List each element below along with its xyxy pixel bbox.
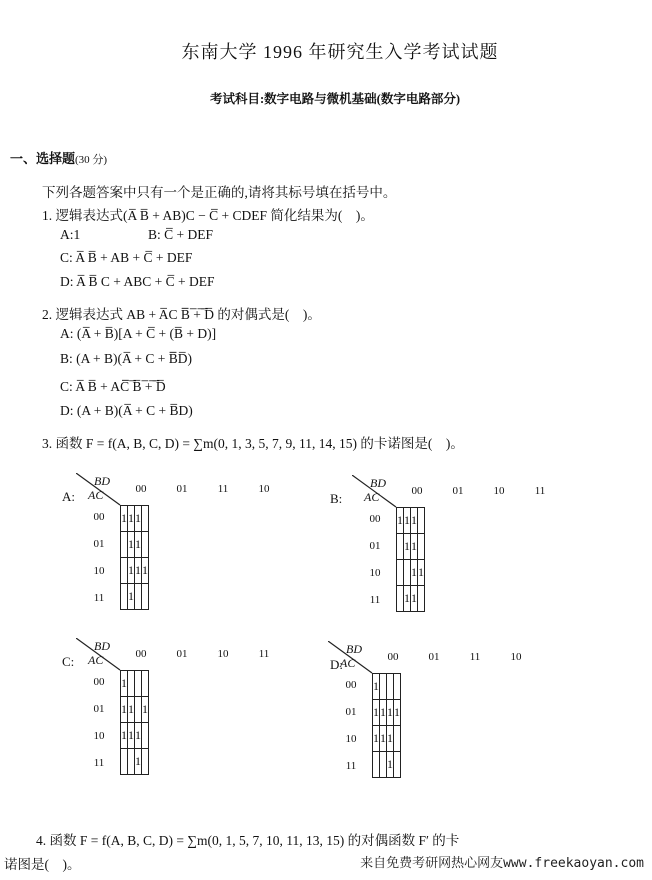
kmap-cell (397, 560, 404, 586)
column-header: 11 (469, 651, 481, 663)
section-points: (30 分) (75, 154, 108, 166)
q1-option-d: D: A̅ B̅ C + ABC + C̅ + DEF (60, 274, 215, 289)
row-header: 10 (93, 730, 105, 742)
kmap-cell: 1 (411, 508, 418, 534)
kmap-cell: 1 (387, 726, 394, 752)
q2-option-b: B: (A + B)(A̅ + C + B̅̅D̅) (60, 351, 192, 366)
column-header: 10 (493, 485, 505, 497)
kmap-cell (397, 586, 404, 612)
kmap-cell (121, 584, 128, 610)
kmap-cell (142, 723, 149, 749)
column-header: 11 (217, 483, 229, 495)
exam-title: 东南大学 1996 年研究生入学考试试题 (181, 42, 499, 62)
kmap-cell (142, 749, 149, 775)
kmap-row (121, 723, 149, 749)
kmap-cell (394, 752, 401, 778)
q2-stem: 2. 逻辑表达式 AB + A̅C B̅̅ ̅+̅ ̅D̅ 的对偶式是( )。 (42, 307, 321, 322)
kmap-cell: 1 (135, 723, 142, 749)
column-header: 11 (534, 485, 546, 497)
kmap-cell: 1 (128, 558, 135, 584)
q2-option-a: A: (A̅ + B̅)[A + C̅ + (B̅ + D)] (60, 326, 217, 341)
kmap-cell: 1 (135, 749, 142, 775)
kmap-cell (135, 584, 142, 610)
kmap-cell (397, 534, 404, 560)
row-header: 01 (93, 703, 105, 715)
kmap-cell: 1 (411, 586, 418, 612)
column-header: 00 (387, 651, 399, 663)
row-header: 11 (93, 592, 105, 604)
kmap-cell (394, 726, 401, 752)
kmap-cell: 1 (121, 506, 128, 532)
kmap-cell (387, 674, 394, 700)
kmap-cell (121, 749, 128, 775)
kmap-cell: 1 (397, 508, 404, 534)
kmap-row (373, 752, 401, 778)
kmap-cell (418, 586, 425, 612)
kmap-cell: 1 (373, 726, 380, 752)
q4-stem: 4. 函数 F = f(A, B, C, D) = ∑m(0, 1, 5, 7, 10, 11, 13, 15) 的对偶函数 F′ 的卡 (36, 833, 460, 848)
column-header: 10 (217, 648, 229, 660)
kmap-cell: 1 (135, 532, 142, 558)
option-label: B: (330, 491, 343, 506)
row-header: 00 (93, 511, 105, 523)
row-header: 10 (369, 567, 381, 579)
section-title: 一、选择题 (10, 151, 76, 166)
kmap-row (121, 697, 149, 723)
kmap-row (121, 532, 149, 558)
row-header: 00 (369, 513, 381, 525)
kmap-cell: 1 (380, 700, 387, 726)
kmap-cell: 1 (373, 674, 380, 700)
kmap-cell: 1 (418, 560, 425, 586)
row-variables: AC (364, 490, 380, 504)
kmap-row (373, 700, 401, 726)
kmap-cell: 1 (128, 723, 135, 749)
kmap-cell: 1 (121, 723, 128, 749)
column-header: 00 (411, 485, 423, 497)
kmap-row (121, 584, 149, 610)
kmap-cell: 1 (135, 558, 142, 584)
kmap-grid (372, 673, 401, 778)
kmap-row (397, 560, 425, 586)
q1-option-b: B: C̅ + DEF (148, 227, 214, 242)
kmap-cell (142, 584, 149, 610)
kmap-cell (121, 558, 128, 584)
column-variables: BD (94, 474, 110, 488)
row-header: 10 (345, 733, 357, 745)
row-header: 11 (369, 594, 381, 606)
row-header: 01 (93, 538, 105, 550)
row-header: 01 (369, 540, 381, 552)
watermark: 来自免费考研网热心网友www.freekaoyan.com (360, 856, 644, 871)
kmap-cell: 1 (387, 752, 394, 778)
instructions: 下列各题答案中只有一个是正确的,请将其标号填在括号中。 (42, 185, 397, 200)
kmap-row (121, 506, 149, 532)
kmap-cell: 1 (411, 534, 418, 560)
kmap-row (373, 674, 401, 700)
kmap-cell (142, 506, 149, 532)
kmap-cell (394, 674, 401, 700)
option-label: D: (330, 657, 343, 672)
column-header: 00 (135, 648, 147, 660)
kmap-cell (404, 560, 411, 586)
kmap-row (121, 671, 149, 697)
kmap-cell: 1 (373, 700, 380, 726)
q1-stem: 1. 逻辑表达式(A̅ B̅ + AB)C − C̅ + CDEF 简化结果为( )。 (42, 208, 374, 223)
column-variables: BD (346, 642, 362, 656)
column-header: 10 (258, 483, 270, 495)
q1-option-c: C: A̅ B̅ + AB + C̅ + DEF (60, 250, 193, 265)
column-header: 01 (428, 651, 440, 663)
q3-stem: 3. 函数 F = f(A, B, C, D) = ∑m(0, 1, 3, 5, 7, 9, 11, 14, 15) 的卡诺图是( )。 (42, 436, 464, 451)
kmap-cell (128, 749, 135, 775)
q1-option-a: A:1 (60, 227, 81, 242)
kmap-cell (418, 508, 425, 534)
kmap-grid (120, 505, 149, 610)
column-header: 10 (510, 651, 522, 663)
kmap-cell: 1 (394, 700, 401, 726)
kmap-cell: 1 (128, 584, 135, 610)
kmap-cell: 1 (380, 726, 387, 752)
column-variables: BD (370, 476, 386, 490)
kmap-grid (396, 507, 425, 612)
kmap-row (397, 586, 425, 612)
exam-subject: 考试科目:数字电路与微机基础(数字电路部分) (210, 92, 460, 106)
row-header: 01 (345, 706, 357, 718)
kmap-cell: 1 (142, 558, 149, 584)
column-header: 01 (176, 483, 188, 495)
kmap-cell: 1 (135, 506, 142, 532)
kmap-cell (418, 534, 425, 560)
column-header: 01 (452, 485, 464, 497)
kmap-grid (120, 670, 149, 775)
column-variables: BD (94, 639, 110, 653)
kmap-cell (135, 671, 142, 697)
kmap-row (373, 726, 401, 752)
kmap-cell (380, 674, 387, 700)
row-header: 00 (93, 676, 105, 688)
kmap-cell: 1 (128, 532, 135, 558)
q4-stem-continued: 诺图是( )。 (4, 857, 81, 872)
kmap-cell (135, 697, 142, 723)
kmap-cell (142, 671, 149, 697)
column-header: 01 (176, 648, 188, 660)
kmap-cell: 1 (142, 697, 149, 723)
row-header: 10 (93, 565, 105, 577)
row-variables: AC (340, 656, 356, 670)
kmap-cell: 1 (387, 700, 394, 726)
q2-option-c: C: A̅ B̅ + AC̅̅ ̅B̅ ̅+̅ ̅D̅ (60, 379, 166, 394)
kmap-cell: 1 (121, 671, 128, 697)
kmap-cell (128, 671, 135, 697)
kmap-cell: 1 (121, 697, 128, 723)
option-label: A: (62, 489, 75, 504)
row-variables: AC (88, 488, 104, 502)
row-header: 11 (93, 757, 105, 769)
kmap-cell: 1 (404, 508, 411, 534)
kmap-row (397, 534, 425, 560)
kmap-cell (121, 532, 128, 558)
section-heading (10, 148, 107, 167)
kmap-cell: 1 (404, 586, 411, 612)
kmap-row (397, 508, 425, 534)
kmap-cell: 1 (411, 560, 418, 586)
row-variables: AC (88, 653, 104, 667)
q2-option-d: D: (A + B)(A̅ + C + B̅D) (60, 403, 193, 418)
kmap-cell: 1 (128, 506, 135, 532)
kmap-cell (142, 532, 149, 558)
row-header: 00 (345, 679, 357, 691)
option-label: C: (62, 654, 75, 669)
kmap-cell: 1 (404, 534, 411, 560)
kmap-cell (380, 752, 387, 778)
kmap-row (121, 558, 149, 584)
kmap-cell: 1 (128, 697, 135, 723)
kmap-row (121, 749, 149, 775)
column-header: 11 (258, 648, 270, 660)
kmap-cell (373, 752, 380, 778)
row-header: 11 (345, 760, 357, 772)
column-header: 00 (135, 483, 147, 495)
